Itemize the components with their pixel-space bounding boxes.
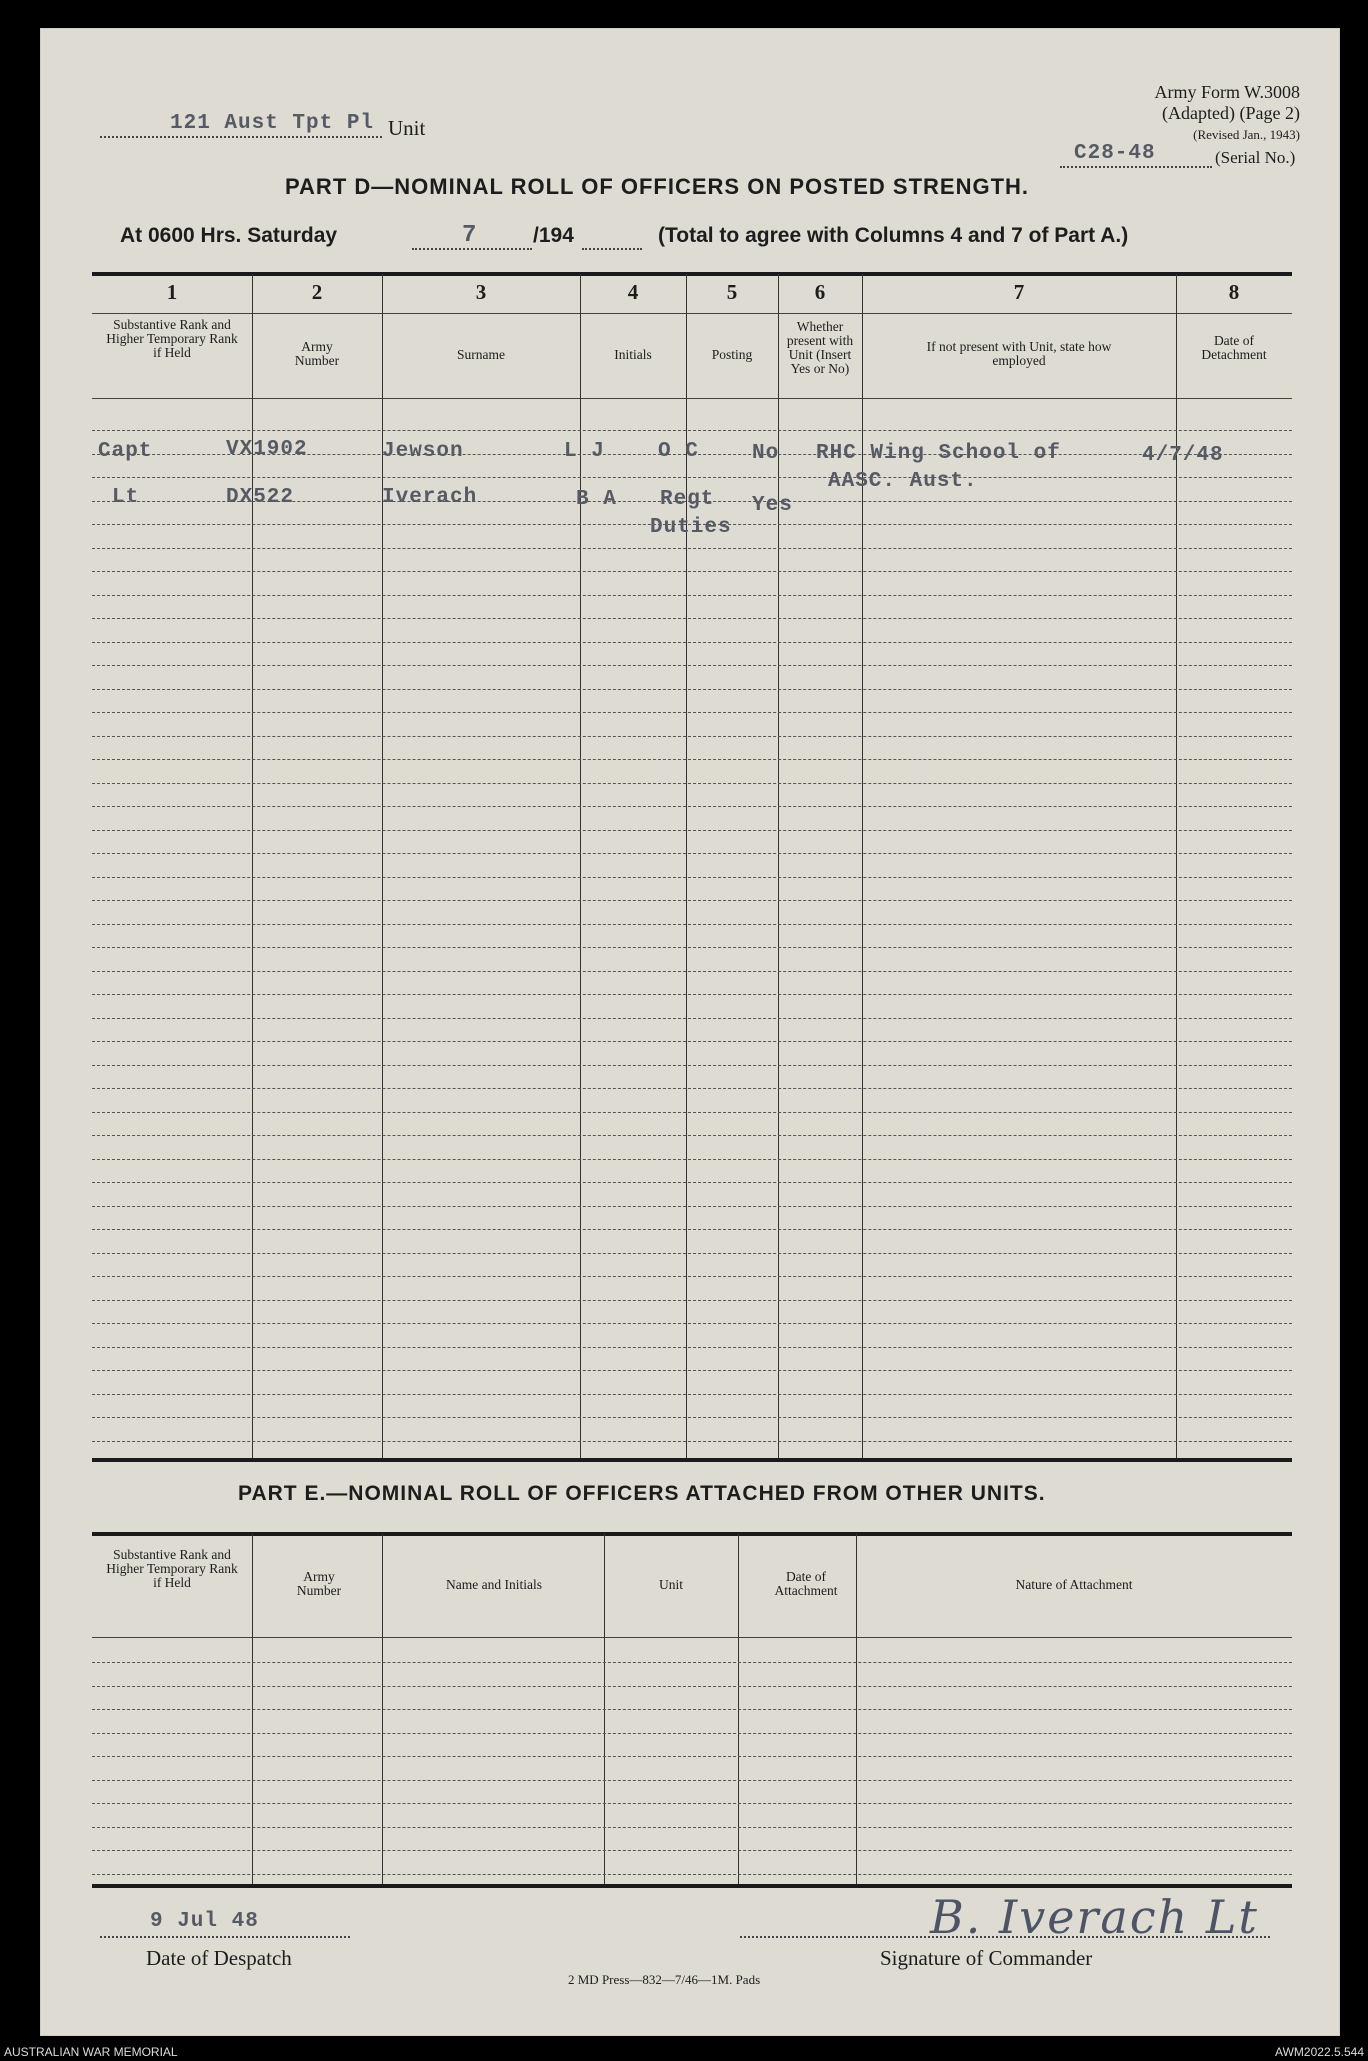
ruled-line: [92, 806, 1292, 807]
ruled-line: [92, 1253, 1292, 1254]
ruled-line: [92, 1370, 1292, 1371]
column-divider: [382, 1534, 383, 1886]
serial-label: (Serial No.): [1215, 148, 1296, 167]
ruled-line: [92, 1159, 1292, 1160]
col-header-initials: Initials: [614, 347, 652, 362]
form-adapted: (Adapted) (Page 2): [1162, 103, 1300, 123]
year-prefix: /194: [533, 224, 574, 247]
ruled-line: [92, 1780, 1292, 1781]
ruled-line: [92, 830, 1292, 831]
unit-line: [100, 112, 460, 142]
ruled-line: [92, 665, 1292, 666]
part-e-header-nature: Nature of Attachment: [1015, 1577, 1133, 1592]
ruled-line: [92, 1803, 1292, 1804]
col-num-4: 4: [627, 280, 639, 304]
row2-initials: B A: [576, 488, 617, 511]
ruled-line: [92, 877, 1292, 878]
row1-army-number: VX1902: [226, 438, 308, 461]
column-divider: [738, 1534, 739, 1886]
part-e-header-rule: [92, 1637, 1292, 1638]
unit-label: Unit: [388, 116, 426, 140]
ruled-line: [92, 759, 1292, 760]
ruled-line: [92, 430, 1292, 431]
part-e-title: PART E.—NOMINAL ROLL OF OFFICERS ATTACHED FROM OTHER UNITS.: [238, 1482, 1046, 1505]
serial-value: C28-48: [1074, 142, 1156, 165]
unit-value: 121 Aust Tpt Pl: [170, 112, 375, 135]
total-note: (Total to agree with Columns 4 and 7 of Part A.): [658, 224, 1129, 247]
row1-employed-line2: AASC. Aust.: [828, 470, 978, 493]
row1-rank: Capt: [98, 440, 153, 463]
col-header-employed: If not present with Unit, state how employed: [926, 339, 1112, 368]
ruled-line: [92, 1827, 1292, 1828]
ruled-line: [92, 1323, 1292, 1324]
row1-date: 4/7/48: [1142, 444, 1224, 467]
caption-left: AUSTRALIAN WAR MEMORIAL: [4, 2045, 178, 2059]
part-e-top-rule: [92, 1532, 1292, 1536]
ruled-line: [92, 1441, 1292, 1442]
ruled-line: [92, 783, 1292, 784]
ruled-line: [92, 595, 1292, 596]
despatch-value: 9 Jul 48: [150, 1910, 259, 1933]
col-num-1: 1: [166, 280, 178, 304]
ruled-line: [92, 1686, 1292, 1687]
col-header-rank: Substantive Rank and Higher Temporary Rank if Held: [106, 317, 238, 360]
col-num-8: 8: [1228, 280, 1240, 304]
col-header-date-detachment: Date of Detachment: [1201, 333, 1267, 362]
ruled-line: [92, 712, 1292, 713]
ruled-line: [92, 1874, 1292, 1875]
row1-surname: Jewson: [382, 440, 464, 463]
col-header-posting: Posting: [711, 347, 753, 362]
despatch-block: [100, 1906, 500, 1976]
ruled-line: [92, 1229, 1292, 1230]
row2-surname: Iverach: [382, 486, 478, 509]
ruled-line: [92, 1417, 1292, 1418]
part-e-bottom-rule: [92, 1884, 1292, 1888]
ruled-line: [92, 947, 1292, 948]
col-num-6: 6: [814, 280, 826, 304]
row2-posting: Regt: [660, 488, 715, 511]
despatch-label: Date of Despatch: [146, 1946, 292, 1970]
form-revised: (Revised Jan., 1943): [1193, 127, 1300, 142]
form-page: [40, 28, 1340, 2036]
press-note: 2 MD Press—832—7/46—1M. Pads: [568, 1972, 761, 1987]
ruled-line: [92, 1756, 1292, 1757]
row1-posting: O C: [658, 440, 699, 463]
ruled-line: [92, 1065, 1292, 1066]
ruled-line: [92, 571, 1292, 572]
row2-posting-line2: Duties: [650, 516, 732, 539]
ruled-line: [92, 994, 1292, 995]
part-d-top-rule: [92, 272, 1292, 276]
ruled-line: [92, 1112, 1292, 1113]
ruled-line: [92, 736, 1292, 737]
ruled-line: [92, 1850, 1292, 1851]
ruled-line: [92, 477, 1292, 478]
part-d-title: PART D—NOMINAL ROLL OF OFFICERS ON POSTED STRENGTH.: [285, 174, 1030, 199]
row1-initials: L J: [564, 440, 605, 463]
row2-present: Yes: [752, 494, 793, 517]
at-label: At 0600 Hrs. Saturday: [120, 224, 338, 247]
form-name: Army Form W.3008: [1154, 82, 1300, 102]
ruled-line: [92, 1662, 1292, 1663]
col-num-7: 7: [1013, 280, 1025, 304]
row2-army-number: DX522: [226, 486, 295, 509]
col-num-2: 2: [311, 280, 323, 304]
row2-rank: Lt: [112, 486, 140, 509]
part-e-header-unit: Unit: [658, 1577, 683, 1592]
date-line: [120, 224, 1300, 258]
commander-signature: B. Iverach Lt: [930, 1890, 1259, 1944]
ruled-line: [92, 1088, 1292, 1089]
col-num-5: 5: [726, 280, 738, 304]
signature-label: Signature of Commander: [880, 1946, 1093, 1970]
ruled-line: [92, 689, 1292, 690]
part-e-header-name-initials: Name and Initials: [446, 1577, 542, 1592]
part-e-header-army-number: Army Number: [296, 1569, 342, 1598]
ruled-line: [92, 1733, 1292, 1734]
ruled-line: [92, 924, 1292, 925]
part-e-header-date-attachment: Date of Attachment: [774, 1569, 838, 1598]
col-num-3: 3: [475, 280, 487, 304]
part-d-numbers-rule: [92, 313, 1292, 314]
ruled-line: [92, 900, 1292, 901]
ruled-line: [92, 1182, 1292, 1183]
col-header-surname: Surname: [457, 347, 505, 362]
ruled-line: [92, 618, 1292, 619]
ruled-line: [92, 1041, 1292, 1042]
signature-block: [740, 1890, 1300, 1980]
ruled-line: [92, 1135, 1292, 1136]
ruled-line: [92, 1206, 1292, 1207]
row1-employed: RHC Wing School of: [816, 442, 1061, 465]
part-e-header-rank: Substantive Rank and Higher Temporary Rank if Held: [106, 1547, 238, 1590]
ruled-line: [92, 1709, 1292, 1710]
part-d-header-rule: [92, 398, 1292, 399]
part-d-bottom-rule: [92, 1458, 1292, 1462]
ruled-line: [92, 642, 1292, 643]
ruled-line: [92, 1300, 1292, 1301]
row1-present: No: [752, 442, 780, 465]
ruled-line: [92, 1276, 1292, 1277]
ruled-line: [92, 971, 1292, 972]
ruled-line: [92, 1347, 1292, 1348]
ruled-line: [92, 1018, 1292, 1019]
ruled-line: [92, 548, 1292, 549]
day-value: 7: [462, 222, 478, 249]
caption-right: AWM2022.5.544: [1275, 2045, 1364, 2059]
serial-line: [1060, 144, 1330, 174]
ruled-line: [92, 1394, 1292, 1395]
ruled-line: [92, 853, 1292, 854]
form-identification: [1154, 82, 1300, 145]
col-header-army-number: Army Number: [294, 339, 340, 368]
column-divider: [252, 1534, 253, 1886]
col-header-present: Whether present with Unit (Insert Yes or No): [786, 319, 854, 376]
